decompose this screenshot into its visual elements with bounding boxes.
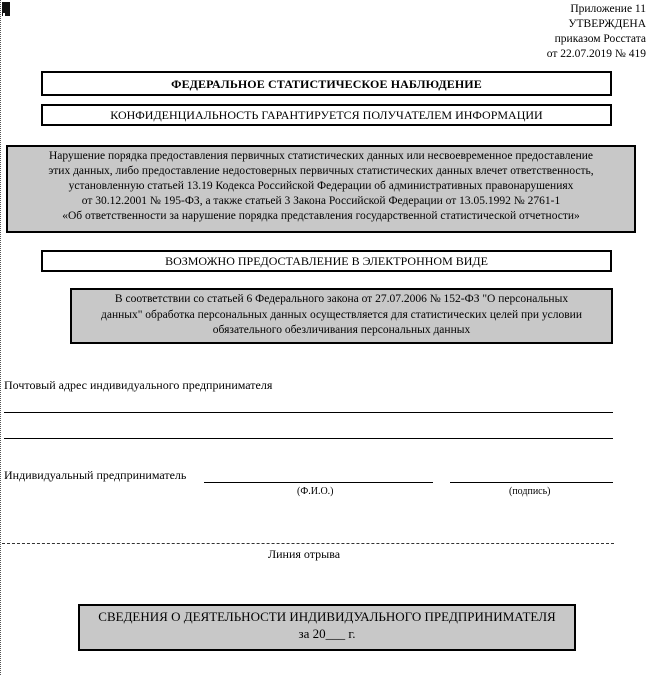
order-date: от 22.07.2019 № 419: [546, 48, 646, 60]
warning-line: «Об ответственности за нарушение порядка представления государственной статистической отчетности»: [62, 210, 580, 222]
postal-address-field-line-2[interactable]: [4, 438, 613, 439]
summary-title: СВЕДЕНИЯ О ДЕЯТЕЛЬНОСТИ ИНДИВИДУАЛЬНОГО ПРЕДПРИНИМАТЕЛЯ: [98, 609, 556, 624]
form-title: ФЕДЕРАЛЬНОЕ СТАТИСТИЧЕСКОЕ НАБЛЮДЕНИЕ: [171, 77, 482, 91]
warning-line: от 30.12.2001 № 195-ФЗ, а также статьей 3 Закона Российской Федерации от 13.05.1992 № 2761-1: [81, 195, 561, 207]
page-left-border: [0, 0, 1, 675]
fio-caption: (Ф.И.О.): [297, 486, 334, 497]
electronic-submission-box: [41, 250, 612, 272]
entrepreneur-label: Индивидуальный предприниматель: [4, 468, 187, 482]
order-label: приказом Росстата: [554, 33, 646, 45]
personal-data-line: В соответствии со статьей 6 Федерального закона от 27.07.2006 № 152-ФЗ "О персональных: [114, 293, 569, 305]
corner-marker: [2, 2, 10, 16]
appendix-label: Приложение 11: [570, 3, 646, 15]
confidentiality-text: КОНФИДЕНЦИАЛЬНОСТЬ ГАРАНТИРУЕТСЯ ПОЛУЧАТЕЛЕМ ИНФОРМАЦИИ: [110, 108, 543, 122]
fio-field-line[interactable]: [204, 482, 433, 483]
postal-address-label: Почтовый адрес индивидуального предпринимателя: [4, 378, 273, 392]
postal-address-field-line-1[interactable]: [4, 412, 613, 413]
personal-data-line: данных" обработка персональных данных осуществляется для статистических целей при условии: [100, 308, 582, 321]
electronic-submission-text: ВОЗМОЖНО ПРЕДОСТАВЛЕНИЕ В ЭЛЕКТРОННОМ ВИДЕ: [165, 254, 488, 268]
warning-line: Нарушение порядка предоставления первичных статистических данных или несвоевременное предоставление: [48, 150, 593, 162]
tear-off-dashed-line: [2, 543, 614, 544]
personal-data-box: [70, 288, 613, 344]
approved-label: УТВЕРЖДЕНА: [568, 18, 646, 30]
summary-title-box: [78, 604, 576, 651]
form-title-box: [41, 71, 612, 96]
approval-stamp: [547, 2, 646, 62]
warning-line: этих данных, либо предоставление недостоверных первичных статистических данных влечет ответственность,: [48, 165, 594, 177]
signature-field-line[interactable]: [450, 482, 613, 483]
signature-caption: (подпись): [509, 486, 551, 497]
tear-line-label: Линия отрыва: [268, 547, 341, 561]
personal-data-line: обязательного обезличивания персональных данных: [212, 324, 471, 336]
confidentiality-box: [41, 104, 612, 126]
summary-year-line: за 20___ г.: [298, 626, 356, 641]
liability-warning-box: [6, 145, 636, 233]
warning-line: установленную статьей 13.19 Кодекса Российской Федерации об административных правонарушениях: [68, 180, 574, 192]
